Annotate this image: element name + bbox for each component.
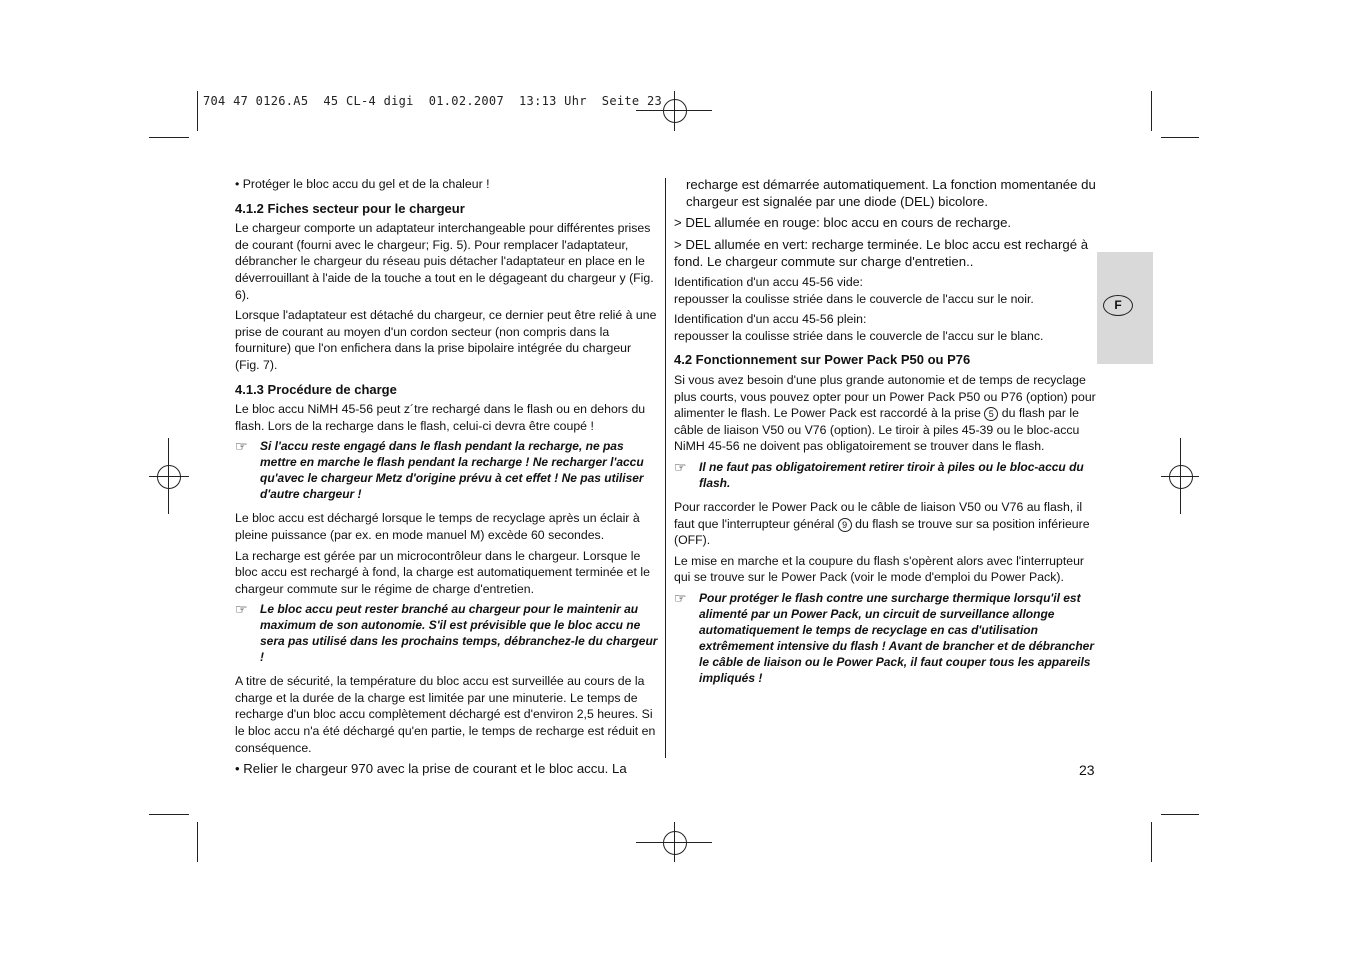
warning-note [674,459,1096,491]
pointing-hand-icon: ☞ [235,601,248,618]
paragraph: Le mise en marche et la coupure du flash s'opèrent alors avec l'interrupteur qui se trouve sur le Power Pack (voir le mode d'emploi du Power Pack). [674,553,1085,585]
bullet-connect: • Relier le chargeur 970 avec la prise de courant et le bloc accu. La [235,761,627,777]
note-text: Il ne faut pas obligatoirement retirer tiroir à piles ou le bloc-accu du flash. [699,459,1084,490]
led-red: > DEL allumée en rouge: bloc accu en cours de recharge. [674,215,1012,231]
paragraph: recharge est démarrée automatiquement. La fonction momentanée du chargeur est signalée par une diode (DEL) bicolore. [686,177,1096,210]
bullet-protect: • Protéger le bloc accu du gel et de la chaleur ! [235,177,490,191]
paragraph: Le bloc accu NiMH 45-56 peut z´tre rechargé dans le flash ou en dehors du flash. Lors de la recharge dans le flash, celui-ci devra être coupé ! [235,402,646,433]
column-divider [665,178,666,758]
pointing-hand-icon: ☞ [235,438,248,455]
page-number: 23 [1079,762,1095,778]
warning-note [674,590,1096,686]
note-text: Le bloc accu peut rester branché au chargeur pour le maintenir au maximum de son autonomie. S'il est prévisible que le bloc accu ne sera pas utilisé dans les prochains temps, débranchez-le du chargeur ! [260,602,658,665]
paragraph: La recharge est gérée par un microcontrôleur dans le chargeur. Lorsque le bloc accu est rechargé à fond, la charge est automatiquement terminée et le chargeur commute sur le régime de charge d'entretien. [235,548,650,596]
socket-number: 5 [984,407,998,421]
paragraph [674,311,1096,344]
paragraph [674,499,1096,549]
print-slug: 704 47 0126.A5 45 CL-4 digi 01.02.2007 13:13 Uhr Seite 23 [203,94,663,108]
note-text: Pour protéger le flash contre une surcharge thermique lorsqu'il est alimenté par un Power Pack, un circuit de surveillance allonge automatiquement le temps de recyclage en cas d'utilisation extrêmement intensive du flash ! Avant de brancher et de débrancher le câble de liaison ou le Power Pack, il faut couper tous les appareils impliqués ! [699,590,1095,685]
left-column [235,176,659,781]
warning-note [235,601,659,665]
heading-4-2: 4.2 Fonctionnement sur Power Pack P50 ou P76 [674,352,971,368]
text-part: du flash par le câble de liaison V50 ou V76 (option). Le tiroir à piles 45-39 ou le bloc-accu NiMH 45-56 ne doivent pas obligatoirement se trouver dans le flash. [674,406,1080,454]
heading-4-1-2: 4.1.2 Fiches secteur pour le chargeur [235,200,465,216]
note-text: Si l'accu reste engagé dans le flash pendant la recharge, ne pas mettre en marche le flash pendant la recharge ! Ne recharger l'accu qu'avec le chargeur Metz d'origine prévu à cet effet ! Ne pas utiliser d'autre chargeur ! [260,439,644,502]
led-green: > DEL allumée en vert: recharge terminée. Le bloc accu est rechargé à fond. Le chargeur commute sur charge d'entretien.. [674,236,1089,269]
switch-number: 9 [838,518,852,532]
text-part: Si vous avez besoin d'une plus grande autonomie et de temps de recyclage plus courts, vous pouvez opter pour un Power Pack P50 ou P76 (option) pour alimenter le flash. Le Power Pack est raccordé à la prise [674,372,1096,421]
paragraph: A titre de sécurité, la température du bloc accu est surveillée au cours de la charge et la durée de la charge est limitée par une minuterie. Le temps de recharge d'un bloc accu complètement déchargé est d'environ 2,5 heures. Si le bloc accu n'a été déchargé qu'en partie, le temps de recharge est réduit en conséquence. [235,674,656,755]
id-full-text: repousser la coulisse striée dans le couvercle de l'accu sur le blanc. [674,328,1044,343]
warning-note [235,438,659,502]
id-empty-text: repousser la coulisse striée dans le couvercle de l'accu sur le noir. [674,291,1034,306]
text-part: Pour raccorder le Power Pack ou le câble de liaison V50 ou V76 au flash, il faut que l'interrupteur général [674,499,1083,531]
heading-4-1-3: 4.1.3 Procédure de charge [235,381,397,397]
paragraph: Le chargeur comporte un adaptateur interchangeable pour différentes prises de courant (fourni avec le chargeur; Fig. 5). Pour remplacer l'adaptateur, débrancher le chargeur du réseau puis détacher l'adaptateur en place en le déverrouillant à l'aide de la touche a tout en le dégageant du chargeur y (Fig. 6). [235,221,654,302]
pointing-hand-icon: ☞ [674,458,687,475]
language-tab-letter: F [1103,295,1133,316]
pointing-hand-icon: ☞ [674,589,687,606]
text-part: du flash se trouve sur sa position inférieure (OFF). [674,516,1090,548]
paragraph: Le bloc accu est déchargé lorsque le temps de recyclage après un éclair à pleine puissance (par ex. en mode manuel M) excède 60 secondes. [235,511,640,542]
paragraph [674,372,1096,455]
id-full-label: Identification d'un accu 45-56 plein: [674,312,867,327]
paragraph [674,274,1096,307]
right-column [674,176,1096,694]
id-empty-label: Identification d'un accu 45-56 vide: [674,275,863,290]
paragraph: Lorsque l'adaptateur est détaché du chargeur, ce dernier peut être relié à une prise de courant au moyen d'un cordon secteur (non compris dans la fourniture) que l'on enfichera dans la prise bipolaire intégrée du chargeur (Fig. 7). [235,308,657,372]
